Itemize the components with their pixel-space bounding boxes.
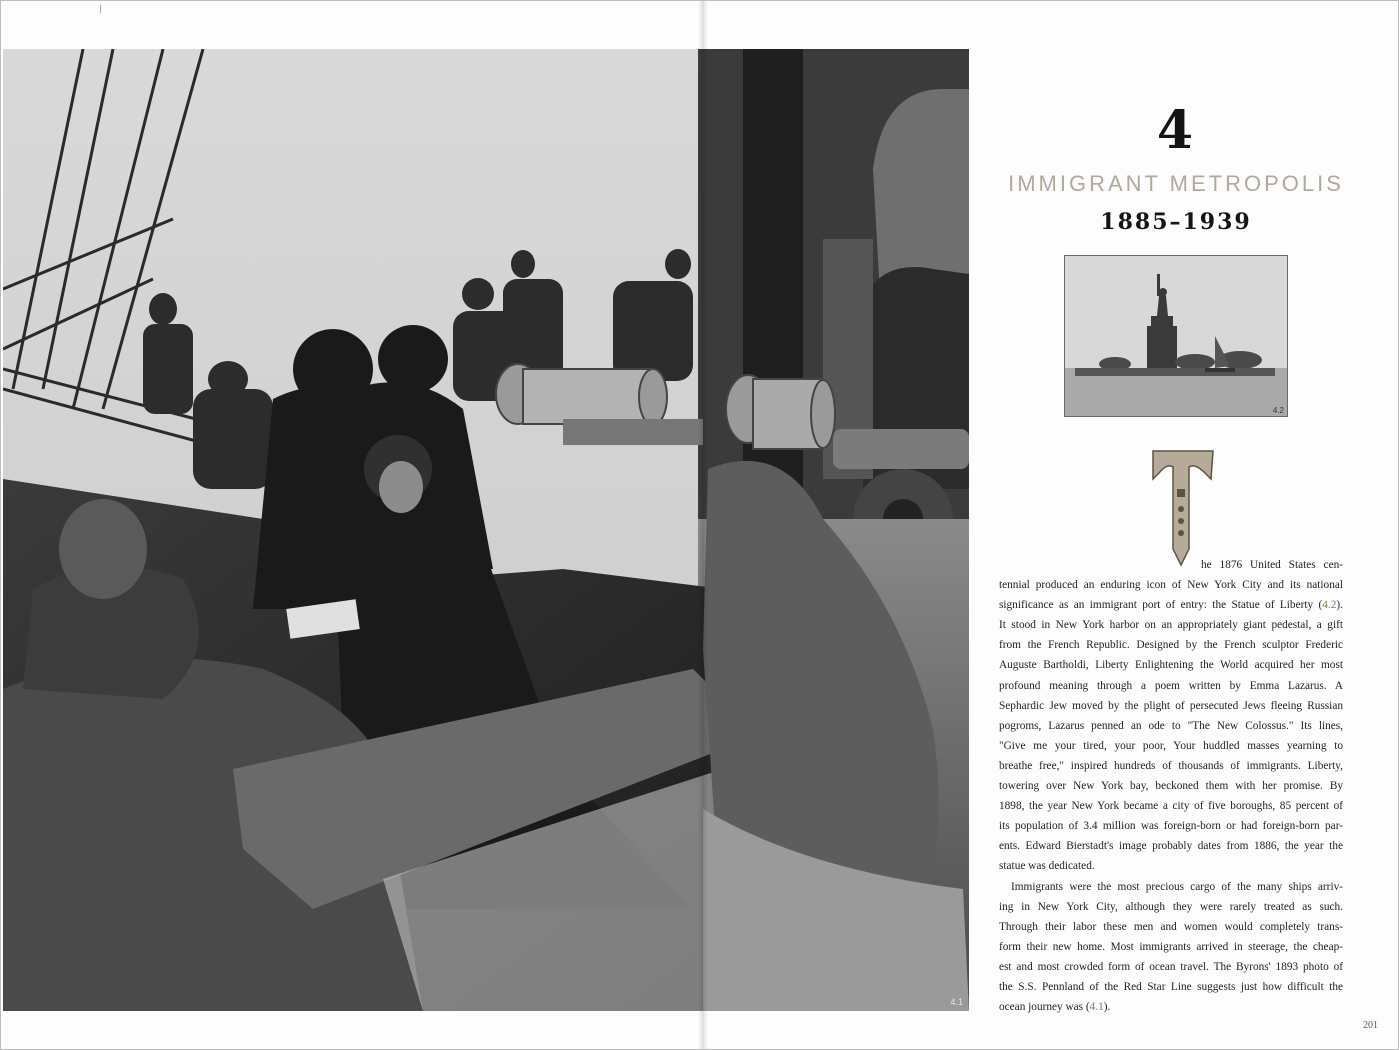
dropcap-t-ornament: [1151, 449, 1215, 567]
text-line: breathe free," inspired hundreds of thousands of immigrants. Liberty,: [999, 759, 1343, 772]
text-line: towering over New York bay, beckoned them with her promise. By: [999, 780, 1343, 793]
crop-mark: [100, 5, 101, 13]
figure-label-4-1: 4.1: [950, 997, 963, 1007]
text-line: Immigrants were the most precious cargo of the many ships arriv-: [1011, 880, 1343, 893]
text-line: from the French Republic. Designed by the French sculptor Frederic: [999, 639, 1343, 652]
chapter-years: 1885–1939: [1100, 209, 1252, 235]
chapter-number: 4: [1156, 100, 1194, 161]
text-line: ing in New York City, although they were rarely treated as such.: [999, 900, 1343, 913]
page-number: 201: [1363, 1020, 1378, 1031]
statue-of-liberty-illustration: [1065, 256, 1287, 416]
text-line: the S.S. Pennland of the Red Star Line suggests just how difficult the: [999, 980, 1343, 993]
figure-label-4-2: 4.2: [1272, 406, 1284, 415]
book-gutter: [698, 1, 708, 1049]
text-line: ocean journey was (4.1).: [999, 1001, 1111, 1014]
text-line: its population of 3.4 million was foreign-born or had foreign-born par-: [999, 820, 1343, 833]
text-line: It stood in New York harbor on an appropriately giant pedestal, a gift: [999, 619, 1343, 632]
text-line: 1898, the year New York became a city of five boroughs, 85 percent of: [999, 800, 1343, 813]
text-line: tennial produced an enduring icon of New York City and its national: [999, 579, 1343, 592]
text-line: Sephardic Jew moved by the plight of persecuted Jews fleeing Russian: [999, 699, 1343, 712]
text-line: Auguste Bartholdi, Liberty Enlightening the World acquired her most: [999, 659, 1343, 672]
text-line: form their new home. Most immigrants arrived in steerage, the cheap-: [999, 940, 1343, 953]
steerage-deck-photo: [3, 49, 969, 1011]
chapter-body-text: [999, 555, 1343, 1017]
text-line: "Give me your tired, your poor, Your huddled masses yearning to: [999, 739, 1343, 752]
statue-of-liberty-photo: [1064, 255, 1288, 417]
text-line: pogroms, Lazarus penned an ode to "The New Colossus." Its lines,: [999, 719, 1343, 732]
text-line: est and most crowded form of ocean travel. The Byrons' 1893 photo of: [999, 960, 1343, 973]
ornamental-dropcap: [1151, 449, 1215, 567]
steerage-deck-illustration: [3, 49, 969, 1011]
text-line: he 1876 United States cen-: [1201, 559, 1343, 571]
chapter-title: IMMIGRANT METROPOLIS: [1008, 171, 1344, 196]
text-line: Through their labor these men and women would completely trans-: [999, 920, 1343, 933]
text-line: ents. Edward Bierstadt's image probably dates from 1886, the year the: [999, 840, 1343, 853]
text-line: statue was dedicated.: [999, 860, 1095, 873]
text-line: significance as an immigrant port of entry: the Statue of Liberty (4.2).: [999, 599, 1343, 612]
text-line: profound meaning through a poem written by Emma Lazarus. A: [999, 679, 1343, 692]
